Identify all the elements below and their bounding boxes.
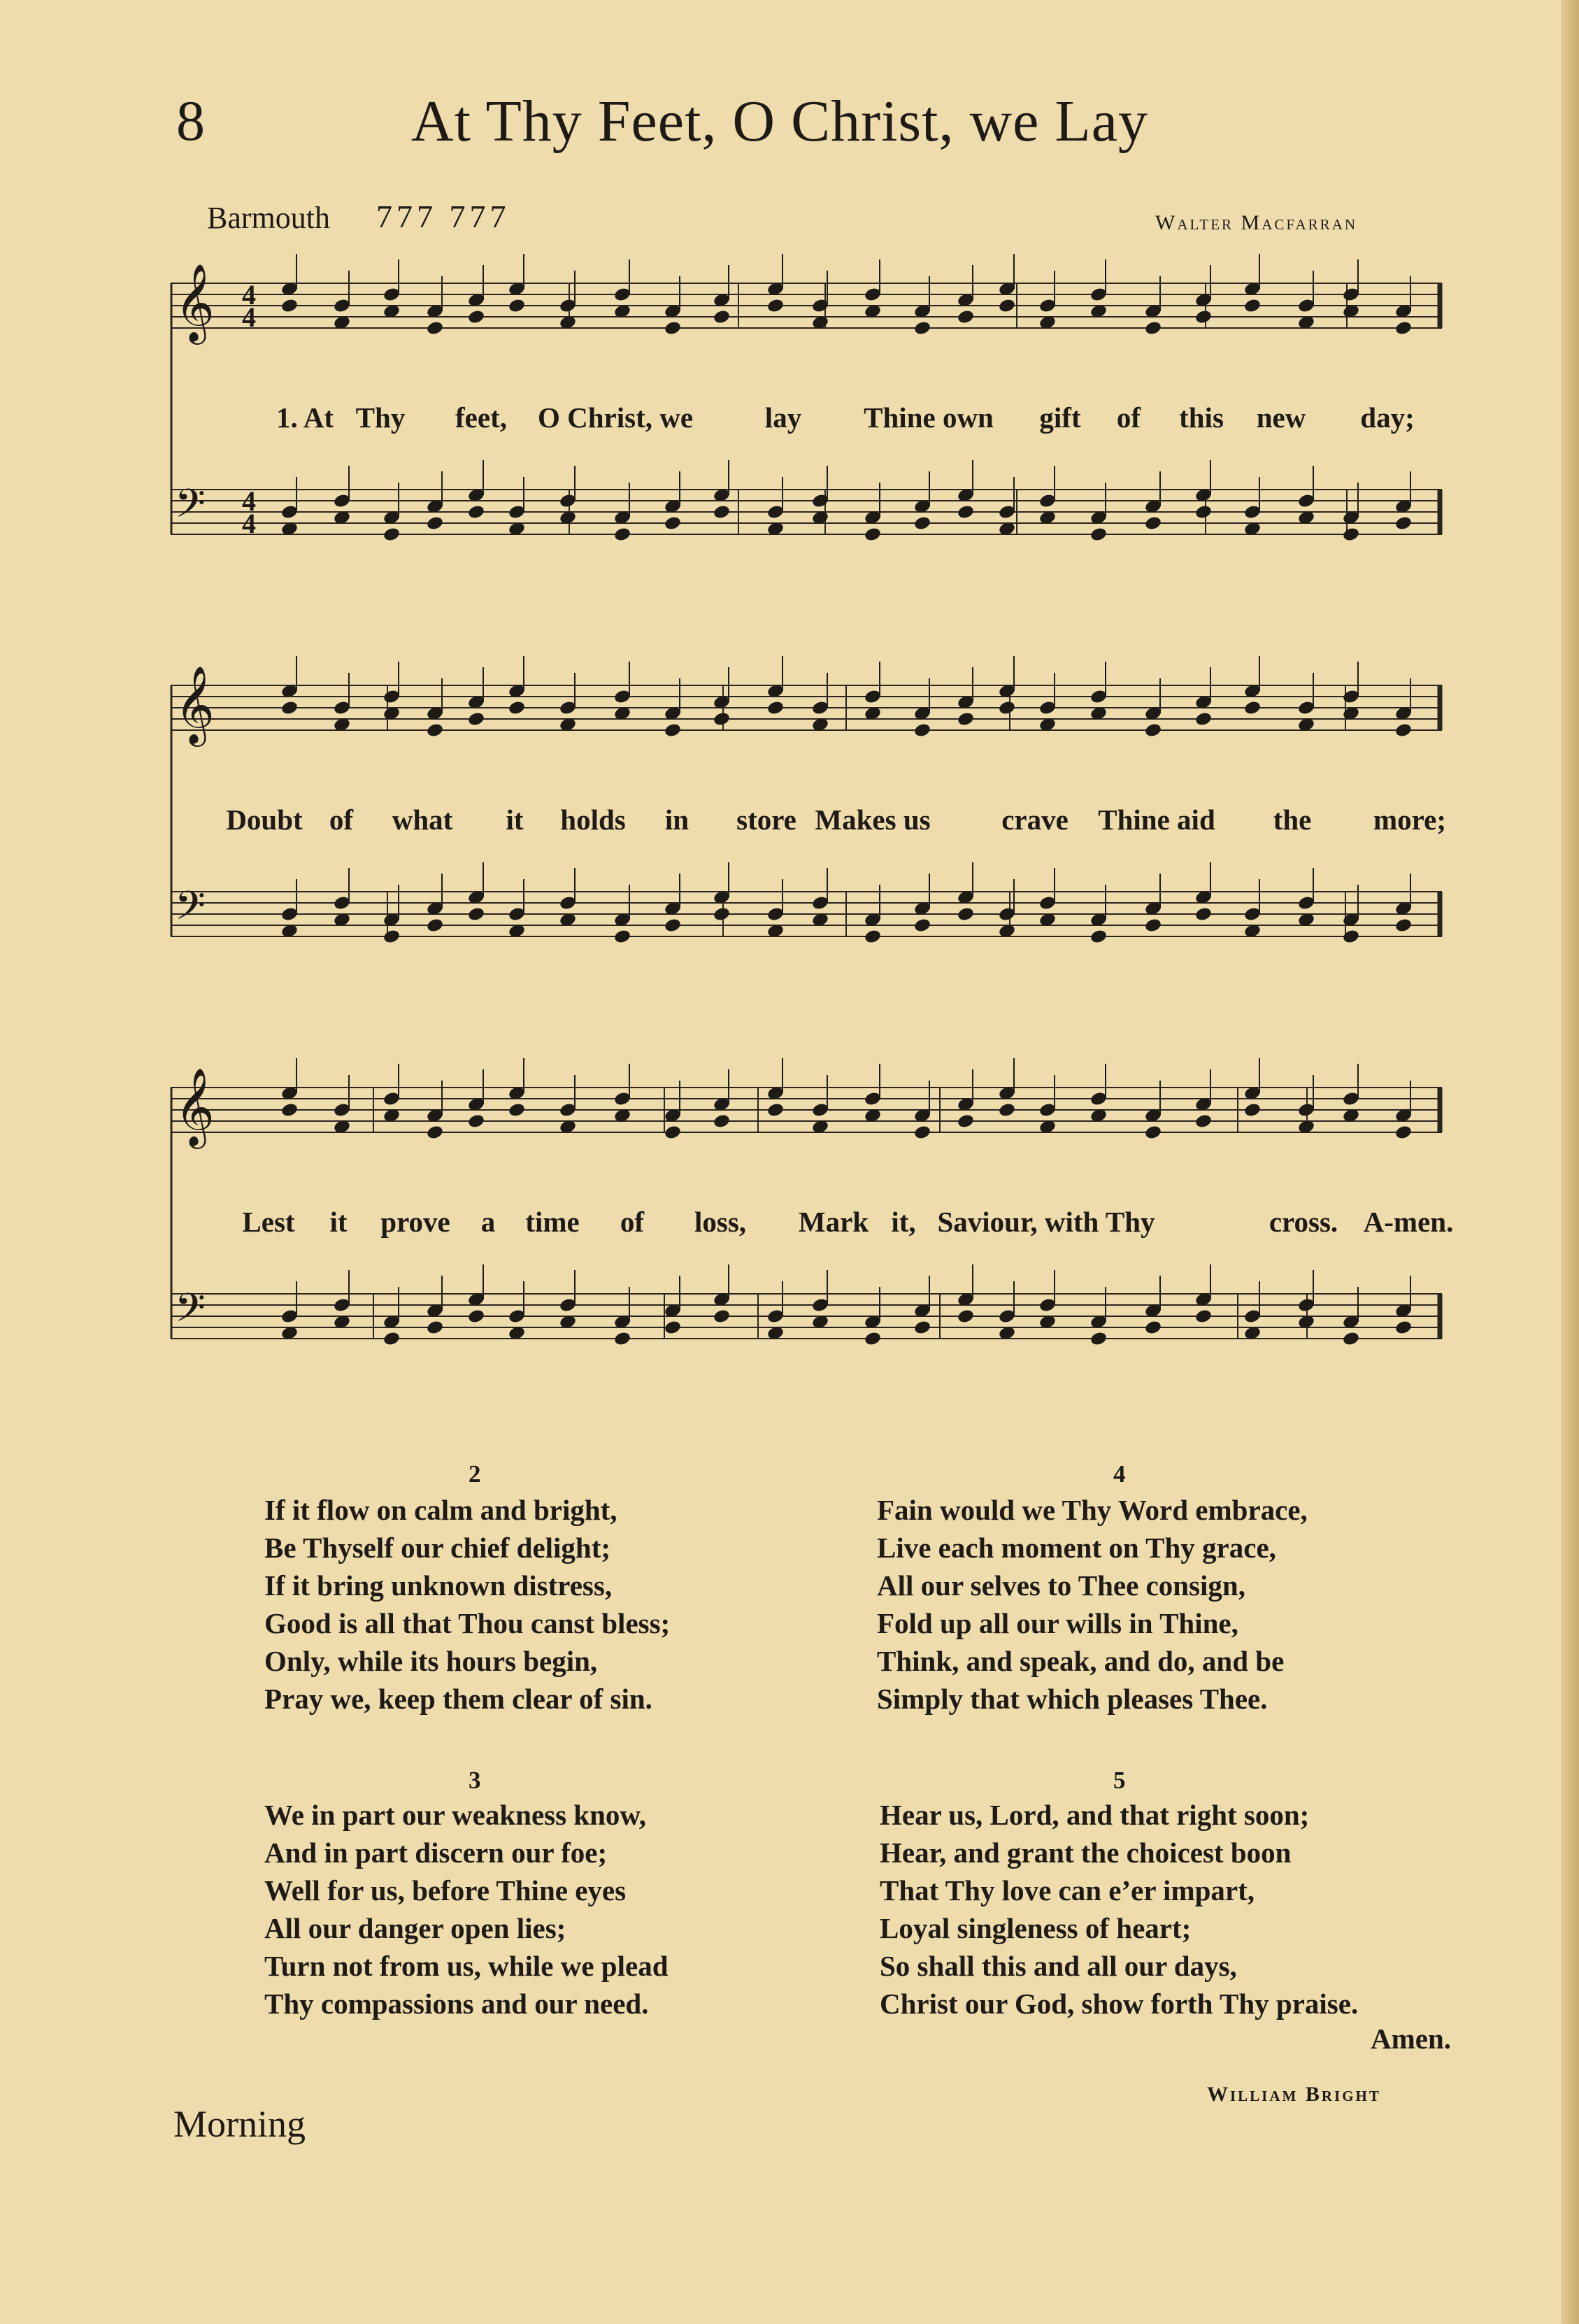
lyric-syllable: Thine aid <box>1098 804 1215 836</box>
note-head <box>913 1125 931 1141</box>
note-head <box>664 918 682 934</box>
lyric-syllable: crave <box>1001 804 1069 836</box>
stanza-line: Be Thyself our chief delight; <box>264 1532 611 1564</box>
note-head <box>1144 722 1162 739</box>
lyric-syllable: it, <box>891 1206 916 1238</box>
note-head <box>1194 1113 1213 1129</box>
stanza-line: All our danger open lies; <box>264 1912 566 1944</box>
stanza <box>264 1491 670 1718</box>
stanza-number: 5 <box>1113 1767 1126 1794</box>
amen-text: Amen. <box>1371 2023 1452 2055</box>
note-head <box>957 711 975 727</box>
note-head <box>766 298 785 314</box>
score-staves <box>171 1067 1452 1430</box>
note-head <box>664 515 682 532</box>
note-head <box>426 515 444 532</box>
lyric-syllable: new <box>1256 401 1306 434</box>
stanza-line: If it bring unknown distress, <box>264 1569 613 1602</box>
lyric-syllable: of <box>620 1206 645 1238</box>
note-head <box>613 527 631 543</box>
lyric-line <box>171 401 1452 443</box>
bass-clef: 𝄢 <box>175 883 206 939</box>
note-head <box>998 1102 1016 1118</box>
note-head <box>1194 504 1213 520</box>
stanza <box>880 1796 1358 2023</box>
lyric-syllable: gift <box>1039 401 1081 434</box>
lyric-syllable: Thine own <box>864 401 994 434</box>
stanza-line: Turn not from us, while we plead <box>264 1950 669 1982</box>
lyric-syllable: time <box>525 1206 580 1238</box>
note-head <box>1144 1125 1162 1141</box>
treble-clef: 𝄞 <box>175 263 215 341</box>
note-head <box>957 504 975 520</box>
lyric-syllable: Doubt <box>226 804 303 836</box>
lyric-syllable: of <box>1116 401 1141 434</box>
note-head <box>1194 1309 1213 1325</box>
note-head <box>957 1113 975 1129</box>
lyric-syllable: more; <box>1373 804 1446 836</box>
stanza-line: So shall this and all our days, <box>880 1950 1237 1982</box>
hymn-title: At Thy Feet, O Christ, we Lay <box>411 89 1148 154</box>
lyric-syllable: Lest <box>242 1206 295 1238</box>
note-head <box>998 700 1016 716</box>
note-head <box>467 906 485 922</box>
treble-clef: 𝄞 <box>175 1067 215 1146</box>
note-head <box>1394 1320 1413 1336</box>
note-head <box>713 711 731 727</box>
note-head <box>1089 1331 1108 1347</box>
note-head <box>467 711 485 727</box>
note-head <box>613 1331 631 1347</box>
note-head <box>426 918 444 934</box>
stanza-line: Fain would we Thy Word embrace, <box>877 1494 1308 1526</box>
note-head <box>467 309 485 325</box>
note-head <box>508 700 526 716</box>
lyric-syllable: holds <box>560 804 626 836</box>
lyric-syllable: prove <box>380 1206 450 1238</box>
lyric-syllable: the <box>1273 804 1312 836</box>
note-head <box>1342 929 1360 945</box>
tune-name: Barmouth <box>207 201 330 235</box>
note-head <box>913 320 931 336</box>
lyric-syllable: Saviour, with Thy <box>937 1206 1155 1238</box>
music-system <box>171 262 1452 584</box>
lyric-syllable: it <box>329 1206 348 1238</box>
music-system <box>171 664 1452 1021</box>
author-credit: William Bright <box>1207 2083 1381 2106</box>
note-head <box>664 1125 682 1141</box>
note-head <box>957 309 975 325</box>
bass-clef: 𝄢 <box>175 1285 206 1341</box>
lyric-syllable: what <box>392 804 453 836</box>
note-head <box>613 929 631 945</box>
lyric-syllable: this <box>1179 401 1224 434</box>
lyric-syllable: cross. <box>1269 1206 1338 1238</box>
lyric-syllable: store <box>736 804 796 836</box>
note-head <box>1194 906 1213 922</box>
lyric-syllable: lay <box>764 401 802 434</box>
note-head <box>1243 298 1262 314</box>
page-edge <box>1561 0 1579 2324</box>
note-head <box>508 1102 526 1118</box>
note-head <box>426 1320 444 1336</box>
note-head <box>467 1113 485 1129</box>
stanza-line: We in part our weakness know, <box>264 1799 647 1831</box>
stanza-line: And in part discern our foe; <box>264 1837 608 1869</box>
note-head <box>1342 527 1360 543</box>
note-head <box>383 1331 401 1347</box>
note-head <box>426 722 444 739</box>
note-head <box>864 929 882 945</box>
stanza <box>264 1796 669 2023</box>
note-head <box>913 1320 931 1336</box>
note-head <box>1089 527 1108 543</box>
note-head <box>1144 1320 1162 1336</box>
note-head <box>713 1113 731 1129</box>
lyric-syllable: in <box>664 804 690 836</box>
stanza-line: Hear, and grant the choicest boon <box>880 1837 1292 1869</box>
note-head <box>467 1309 485 1325</box>
note-head <box>1394 1125 1413 1141</box>
note-head <box>713 309 731 325</box>
lyric-syllable: Mark <box>798 1206 869 1238</box>
note-head <box>998 298 1016 314</box>
music-system <box>171 1067 1452 1430</box>
lyric-syllable: Makes us <box>815 804 931 836</box>
lyric-syllable: a <box>480 1206 496 1238</box>
note-head <box>1194 309 1213 325</box>
lyric-syllable: it <box>506 804 524 836</box>
stanza-line: Live each moment on Thy grace, <box>877 1532 1276 1564</box>
note-head <box>1342 1331 1360 1347</box>
stanza-number: 3 <box>469 1767 481 1794</box>
composer-credit: Walter Macfarran <box>1155 211 1358 234</box>
note-head <box>280 298 299 314</box>
note-head <box>1144 918 1162 934</box>
note-head <box>1089 929 1108 945</box>
stanza-line: All our selves to Thee consign, <box>877 1569 1245 1602</box>
note-head <box>383 929 401 945</box>
note-head <box>713 1309 731 1325</box>
note-head <box>1394 918 1413 934</box>
stanza-line: Pray we, keep them clear of sin. <box>264 1683 652 1715</box>
note-head <box>1394 722 1413 739</box>
note-head <box>664 1320 682 1336</box>
note-head <box>864 1331 882 1347</box>
stanza-line: Simply that which pleases Thee. <box>877 1683 1268 1715</box>
stanza <box>877 1491 1308 1718</box>
note-head <box>426 1125 444 1141</box>
stanza-line: Well for us, before Thine eyes <box>264 1874 627 1906</box>
stanza-line: Good is all that Thou canst bless; <box>264 1607 671 1639</box>
lyric-syllable: feet, <box>455 401 507 434</box>
note-head <box>1243 1102 1262 1118</box>
note-head <box>1144 515 1162 532</box>
lyric-syllable: of <box>329 804 354 836</box>
stanza-line: If it flow on calm and bright, <box>264 1494 617 1526</box>
stanza-line: Only, while its hours begin, <box>264 1645 598 1677</box>
stanza-line: Loyal singleness of heart; <box>880 1912 1192 1944</box>
note-head <box>766 700 785 716</box>
note-head <box>713 906 731 922</box>
stanza-line: Think, and speak, and do, and be <box>877 1645 1285 1677</box>
lyric-syllable: O Christ, we <box>537 401 694 434</box>
lyric-syllable: A-men. <box>1363 1206 1454 1238</box>
note-head <box>1194 711 1213 727</box>
note-head <box>713 504 731 520</box>
note-head <box>913 515 931 532</box>
tune-meter: 777 777 <box>376 199 510 234</box>
lyric-syllable: day; <box>1360 401 1415 434</box>
stanza-line: Fold up all our wills in Thine, <box>877 1607 1238 1639</box>
note-head <box>1394 515 1413 532</box>
note-head <box>1144 320 1162 336</box>
note-head <box>664 722 682 739</box>
time-signature: 4 <box>242 485 256 517</box>
stanza-line: Thy compassions and our need. <box>264 1988 649 2020</box>
lyric-syllable: 1. At <box>276 401 334 434</box>
note-head <box>913 918 931 934</box>
note-head <box>1243 700 1262 716</box>
note-head <box>467 504 485 520</box>
note-head <box>957 906 975 922</box>
note-head <box>664 320 682 336</box>
lyric-line <box>171 803 1452 845</box>
bass-clef: 𝄢 <box>175 481 206 536</box>
time-signature: 4 <box>242 301 256 333</box>
note-head <box>383 527 401 543</box>
note-head <box>1394 320 1413 336</box>
time-signature: 4 <box>242 279 256 311</box>
lyric-syllable: Thy <box>355 401 406 434</box>
stanza-line: Christ our God, show forth Thy praise. <box>880 1988 1359 2020</box>
stanza-number: 2 <box>469 1460 481 1488</box>
hymn-number: 8 <box>176 89 205 152</box>
lyric-line <box>171 1205 1452 1247</box>
section-label: Morning <box>173 2103 306 2145</box>
note-head <box>766 1102 785 1118</box>
stanza-number: 4 <box>1113 1460 1126 1488</box>
treble-clef: 𝄞 <box>175 665 215 743</box>
note-head <box>913 722 931 739</box>
note-head <box>280 1102 299 1118</box>
time-signature: 4 <box>242 508 256 539</box>
note-head <box>426 320 444 336</box>
note-head <box>864 527 882 543</box>
lyric-syllable: loss, <box>694 1206 747 1238</box>
stanza-line: Hear us, Lord, and that right soon; <box>880 1799 1310 1831</box>
note-head <box>957 1309 975 1325</box>
stanza-line: That Thy love can e’er impart, <box>880 1874 1255 1906</box>
note-head <box>508 298 526 314</box>
note-head <box>280 700 299 716</box>
